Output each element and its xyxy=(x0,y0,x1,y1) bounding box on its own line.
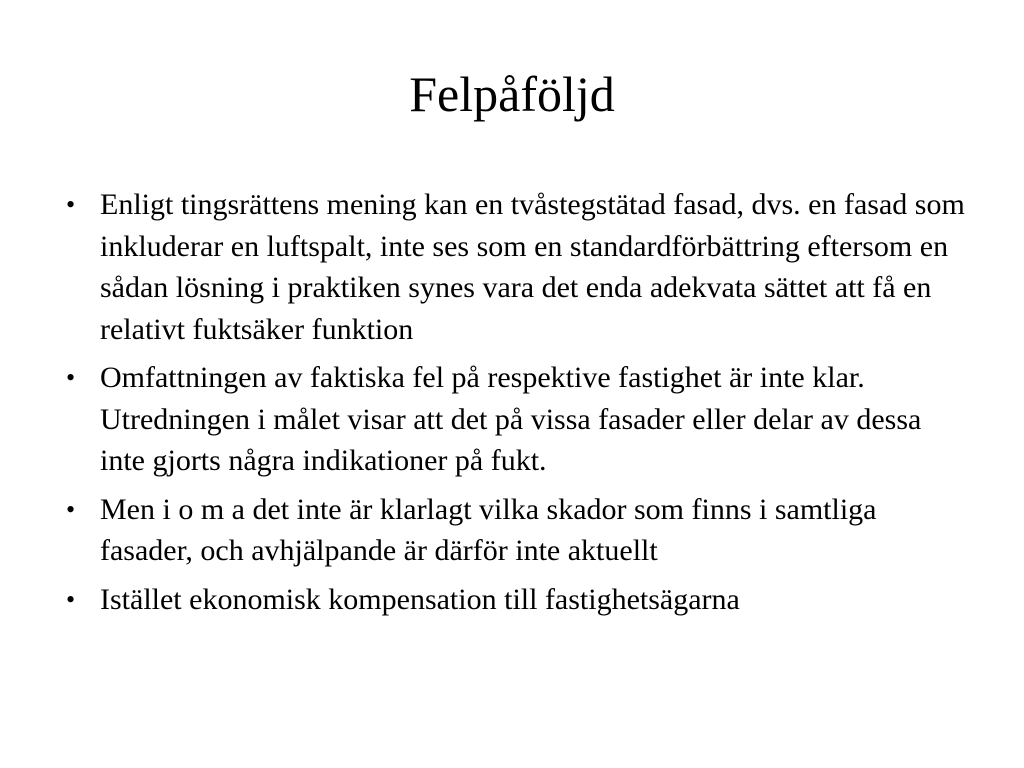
slide-title: Felpåföljd xyxy=(409,66,615,122)
bullet-item xyxy=(62,579,972,621)
bullet-item xyxy=(62,184,972,350)
bullet-text: Enligt tingsrättens mening kan en tvåstegstätad fasad, dvs. en fasad som inkluderar en luftspalt, inte ses som en standardförbättring eftersom en sådan lösning i praktiken synes vara det enda adekvata sättet att få en relativt fuktsäker funktion xyxy=(100,188,965,346)
bullet-text: Istället ekonomisk kompensation till fastighetsägarna xyxy=(100,582,740,616)
bullet-text: Men i o m a det inte är klarlagt vilka skador som finns i samtliga fasader, och avhjälpande är därför inte aktuellt xyxy=(100,492,877,567)
bullet-item xyxy=(62,357,972,482)
bullet-dot-icon: • xyxy=(66,494,76,524)
bullet-dot-icon: • xyxy=(66,584,76,614)
bullet-dot-icon: • xyxy=(66,363,76,392)
bullet-dot-icon: • xyxy=(66,190,76,219)
bullet-list xyxy=(62,184,972,627)
bullet-text: Omfattningen av faktiska fel på respektive fastighet är inte klar. Utredningen i målet visar att det på vissa fasader eller delar av dessa inte gjorts några indikationer på fukt. xyxy=(100,361,922,477)
bullet-item xyxy=(62,489,972,572)
